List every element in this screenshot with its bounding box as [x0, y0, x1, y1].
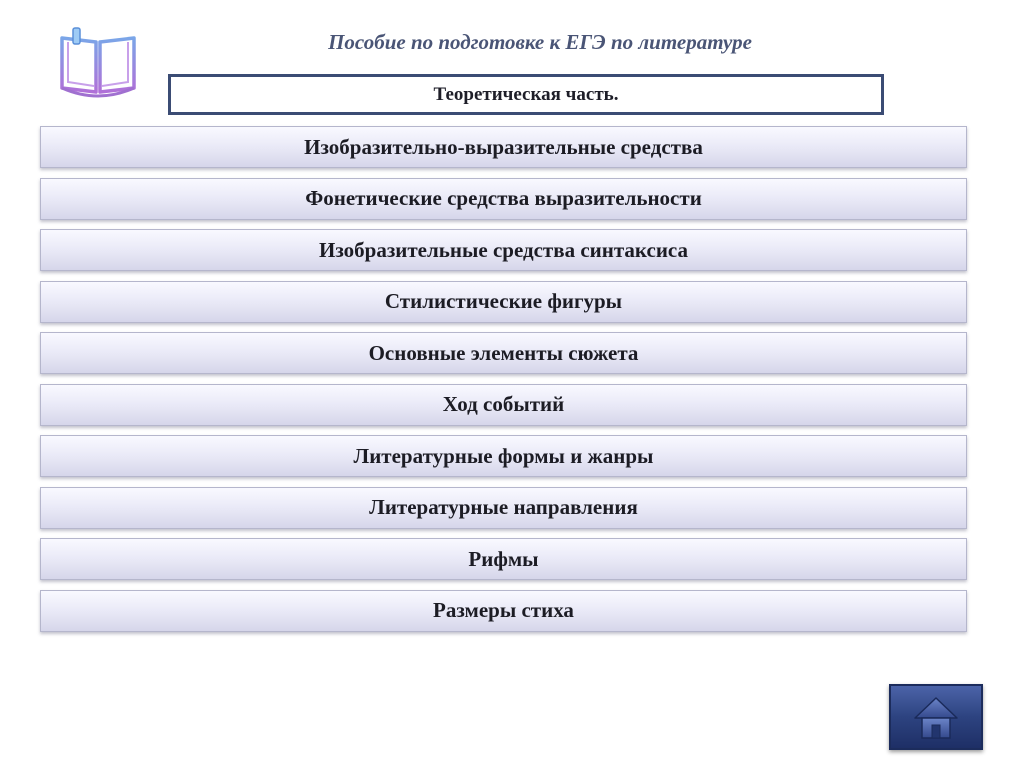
- menu-item-phonetic-means[interactable]: [40, 178, 967, 220]
- menu-item-course-of-events[interactable]: [40, 384, 967, 426]
- home-button[interactable]: [889, 684, 983, 750]
- open-book-icon: [56, 26, 140, 100]
- menu-item-rhymes[interactable]: [40, 538, 967, 580]
- menu-item-label: Размеры стиха: [433, 598, 574, 622]
- section-header-label: Теоретическая часть.: [433, 83, 619, 105]
- page-title: Пособие по подготовке к ЕГЭ по литературе: [328, 30, 752, 54]
- menu-item-label: Изобразительные средства синтаксиса: [318, 237, 689, 262]
- menu-item-label: Литературные направления: [369, 495, 638, 519]
- menu-item-verse-meters[interactable]: [40, 590, 967, 632]
- menu-item-label: Изобразительно-выразительные средства: [304, 134, 703, 159]
- menu-item-plot-elements[interactable]: [40, 332, 967, 374]
- menu-item-label: Рифмы: [468, 546, 539, 571]
- menu-item-stylistic-figures[interactable]: [40, 281, 967, 323]
- menu-item-label: Литературные формы и жанры: [353, 443, 654, 468]
- home-icon: [911, 692, 961, 742]
- menu-item-forms-genres[interactable]: [40, 435, 967, 477]
- topic-menu: [40, 126, 967, 641]
- menu-item-expressive-means[interactable]: [40, 126, 967, 168]
- menu-item-label: Фонетические средства выразительности: [305, 186, 702, 210]
- menu-item-label: Стилистические фигуры: [384, 289, 623, 313]
- menu-item-syntax-means[interactable]: [40, 229, 967, 271]
- menu-item-literary-movements[interactable]: [40, 487, 967, 529]
- menu-item-label: Основные элементы сюжета: [368, 340, 639, 365]
- menu-item-label: Ход событий: [442, 392, 565, 416]
- section-header: [168, 74, 884, 115]
